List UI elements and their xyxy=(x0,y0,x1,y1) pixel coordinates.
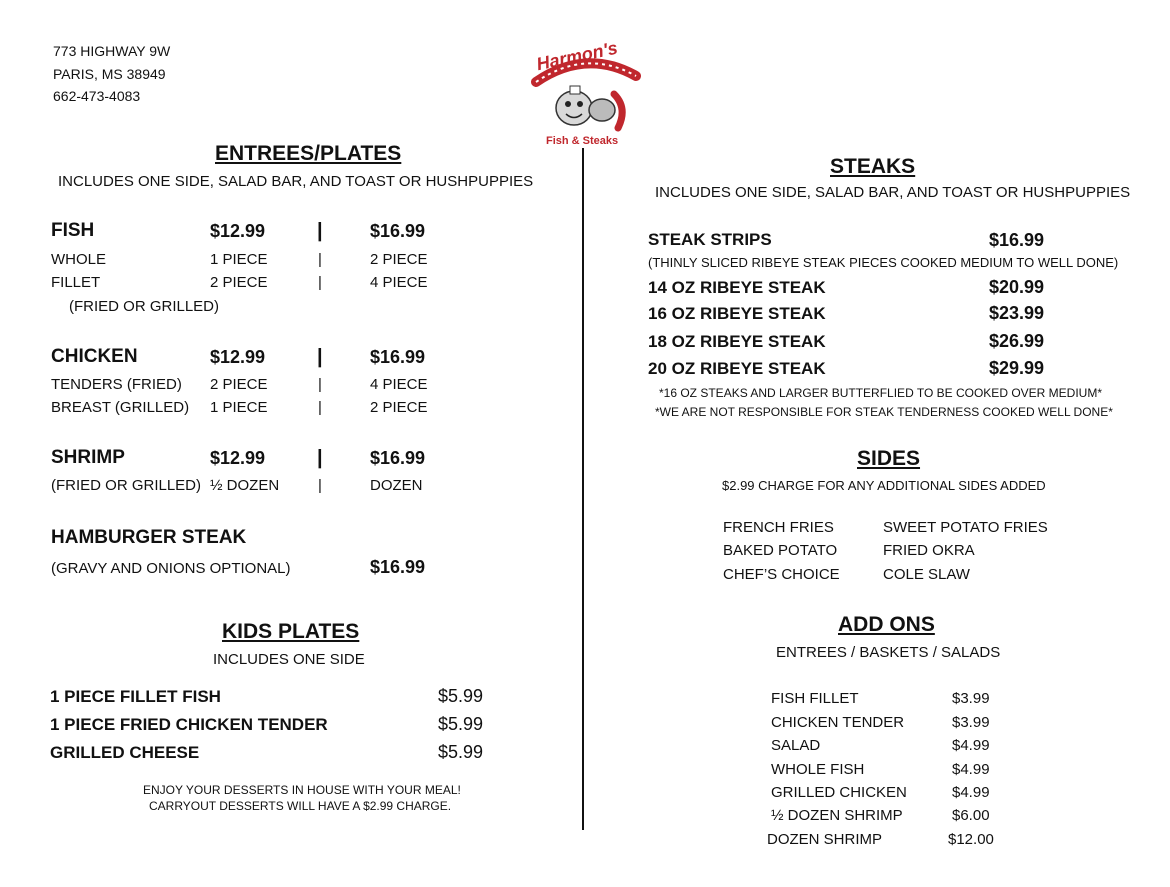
shrimp-row-qty1: ½ DOZEN xyxy=(210,477,280,494)
addon-item-price: $4.99 xyxy=(952,737,990,754)
fish-row-divider: | xyxy=(318,274,322,291)
fish-row-label: FILLET xyxy=(51,274,101,291)
steak-item-name: 16 OZ RIBEYE STEAK xyxy=(648,304,826,323)
shrimp-name: SHRIMP xyxy=(51,447,125,468)
dessert-note-2: CARRYOUT DESSERTS WILL HAVE A $2.99 CHARGE. xyxy=(149,799,452,813)
sides-title: SIDES xyxy=(857,447,921,470)
side-item: CHEF’S CHOICE xyxy=(723,566,840,583)
chicken-divider: | xyxy=(317,346,323,368)
addon-item-price: $6.00 xyxy=(952,807,990,824)
steaks-title: STEAKS xyxy=(830,155,916,178)
addon-item-name: ½ DOZEN SHRIMP xyxy=(771,807,903,824)
address-street: 773 HIGHWAY 9W xyxy=(53,43,171,59)
addon-item-price: $3.99 xyxy=(952,714,990,731)
side-item: FRENCH FRIES xyxy=(723,519,834,536)
addons-subtitle: ENTREES / BASKETS / SALADS xyxy=(776,644,1001,661)
addon-item-price: $4.99 xyxy=(952,784,990,801)
fish-note: (FRIED OR GRILLED) xyxy=(69,298,220,315)
steak-item-price: $20.99 xyxy=(989,277,1045,297)
shrimp-price-1: $12.99 xyxy=(210,448,266,468)
chicken-row-label: BREAST (GRILLED) xyxy=(51,399,190,416)
fish-row-divider: | xyxy=(318,251,322,268)
chicken-price-2: $16.99 xyxy=(370,347,426,367)
steak-note-2: *WE ARE NOT RESPONSIBLE FOR STEAK TENDERNESS COOKED WELL DONE* xyxy=(655,405,1113,419)
steak-item-name: 18 OZ RIBEYE STEAK xyxy=(648,332,826,351)
shrimp-row-qty2: DOZEN xyxy=(370,477,423,494)
steak-note-1: *16 OZ STEAKS AND LARGER BUTTERFLIED TO BE COOKED OVER MEDIUM* xyxy=(659,386,1102,400)
steak-item-name: 20 OZ RIBEYE STEAK xyxy=(648,359,826,378)
addon-item-name: WHOLE FISH xyxy=(771,761,865,778)
fish-row-qty2: 2 PIECE xyxy=(370,251,428,268)
addon-item-price: $3.99 xyxy=(952,690,990,707)
shrimp-row-divider: | xyxy=(318,477,322,494)
fish-price-2: $16.99 xyxy=(370,221,426,241)
addon-item-price: $12.00 xyxy=(948,831,994,848)
chicken-row-divider: | xyxy=(318,399,322,416)
addon-item-name: DOZEN SHRIMP xyxy=(767,831,883,848)
column-divider xyxy=(582,148,584,830)
kids-item-price: $5.99 xyxy=(438,686,484,706)
fish-row-label: WHOLE xyxy=(51,251,107,268)
logo-tagline: Fish & Steaks xyxy=(546,135,619,147)
fish-divider: | xyxy=(317,220,323,242)
steak-item-price: $23.99 xyxy=(989,303,1045,323)
side-item: FRIED OKRA xyxy=(883,542,975,559)
addons-title: ADD ONS xyxy=(838,613,935,636)
steak-item-name: STEAK STRIPS xyxy=(648,230,772,249)
shrimp-divider: | xyxy=(317,447,323,469)
entrees-subtitle: INCLUDES ONE SIDE, SALAD BAR, AND TOAST OR HUSHPUPPIES xyxy=(58,173,534,190)
shrimp-price-2: $16.99 xyxy=(370,448,426,468)
chicken-row-qty1: 2 PIECE xyxy=(210,376,268,393)
kids-item-name: 1 PIECE FILLET FISH xyxy=(50,687,221,706)
logo-name: Harmon's xyxy=(534,37,620,75)
steak-item-price: $26.99 xyxy=(989,331,1045,351)
chicken-name: CHICKEN xyxy=(51,346,138,367)
chicken-row-qty2: 4 PIECE xyxy=(370,376,428,393)
side-item: BAKED POTATO xyxy=(723,542,838,559)
kids-item-name: GRILLED CHEESE xyxy=(50,743,200,762)
chicken-price-1: $12.99 xyxy=(210,347,266,367)
fish-name: FISH xyxy=(51,220,95,241)
side-item: SWEET POTATO FRIES xyxy=(883,519,1048,536)
fish-row-qty2: 4 PIECE xyxy=(370,274,428,291)
addon-item-name: CHICKEN TENDER xyxy=(771,714,905,731)
addon-item-name: FISH FILLET xyxy=(771,690,859,707)
dessert-note-1: ENJOY YOUR DESSERTS IN HOUSE WITH YOUR MEAL! xyxy=(143,783,461,797)
chicken-row-label: TENDERS (FRIED) xyxy=(51,376,182,393)
hamburger-price: $16.99 xyxy=(370,557,426,577)
fish-row-qty1: 1 PIECE xyxy=(210,251,268,268)
hamburger-name: HAMBURGER STEAK xyxy=(51,527,247,548)
addon-item-name: GRILLED CHICKEN xyxy=(771,784,907,801)
address-city: PARIS, MS 38949 xyxy=(53,66,166,82)
address-phone: 662-473-4083 xyxy=(53,88,141,104)
chicken-row-qty1: 1 PIECE xyxy=(210,399,268,416)
steak-strips-note: (THINLY SLICED RIBEYE STEAK PIECES COOKED MEDIUM TO WELL DONE) xyxy=(648,255,1119,270)
addon-item-price: $4.99 xyxy=(952,761,990,778)
kids-item-price: $5.99 xyxy=(438,742,484,762)
sides-subtitle: $2.99 CHARGE FOR ANY ADDITIONAL SIDES ADDED xyxy=(722,478,1046,493)
entrees-title: ENTREES/PLATES xyxy=(215,142,402,165)
kids-subtitle: INCLUDES ONE SIDE xyxy=(213,651,365,668)
hamburger-note: (GRAVY AND ONIONS OPTIONAL) xyxy=(51,560,291,577)
steak-item-price: $16.99 xyxy=(989,230,1045,250)
kids-item-price: $5.99 xyxy=(438,714,484,734)
steak-item-name: 14 OZ RIBEYE STEAK xyxy=(648,278,826,297)
chicken-row-qty2: 2 PIECE xyxy=(370,399,428,416)
steak-item-price: $29.99 xyxy=(989,358,1045,378)
chicken-row-divider: | xyxy=(318,376,322,393)
fish-price-1: $12.99 xyxy=(210,221,266,241)
kids-title: KIDS PLATES xyxy=(222,620,360,643)
addon-item-name: SALAD xyxy=(771,737,821,754)
kids-item-name: 1 PIECE FRIED CHICKEN TENDER xyxy=(50,715,328,734)
side-item: COLE SLAW xyxy=(883,566,970,583)
shrimp-row-label: (FRIED OR GRILLED) xyxy=(51,477,202,494)
fish-row-qty1: 2 PIECE xyxy=(210,274,268,291)
steaks-subtitle: INCLUDES ONE SIDE, SALAD BAR, AND TOAST OR HUSHPUPPIES xyxy=(655,184,1131,201)
